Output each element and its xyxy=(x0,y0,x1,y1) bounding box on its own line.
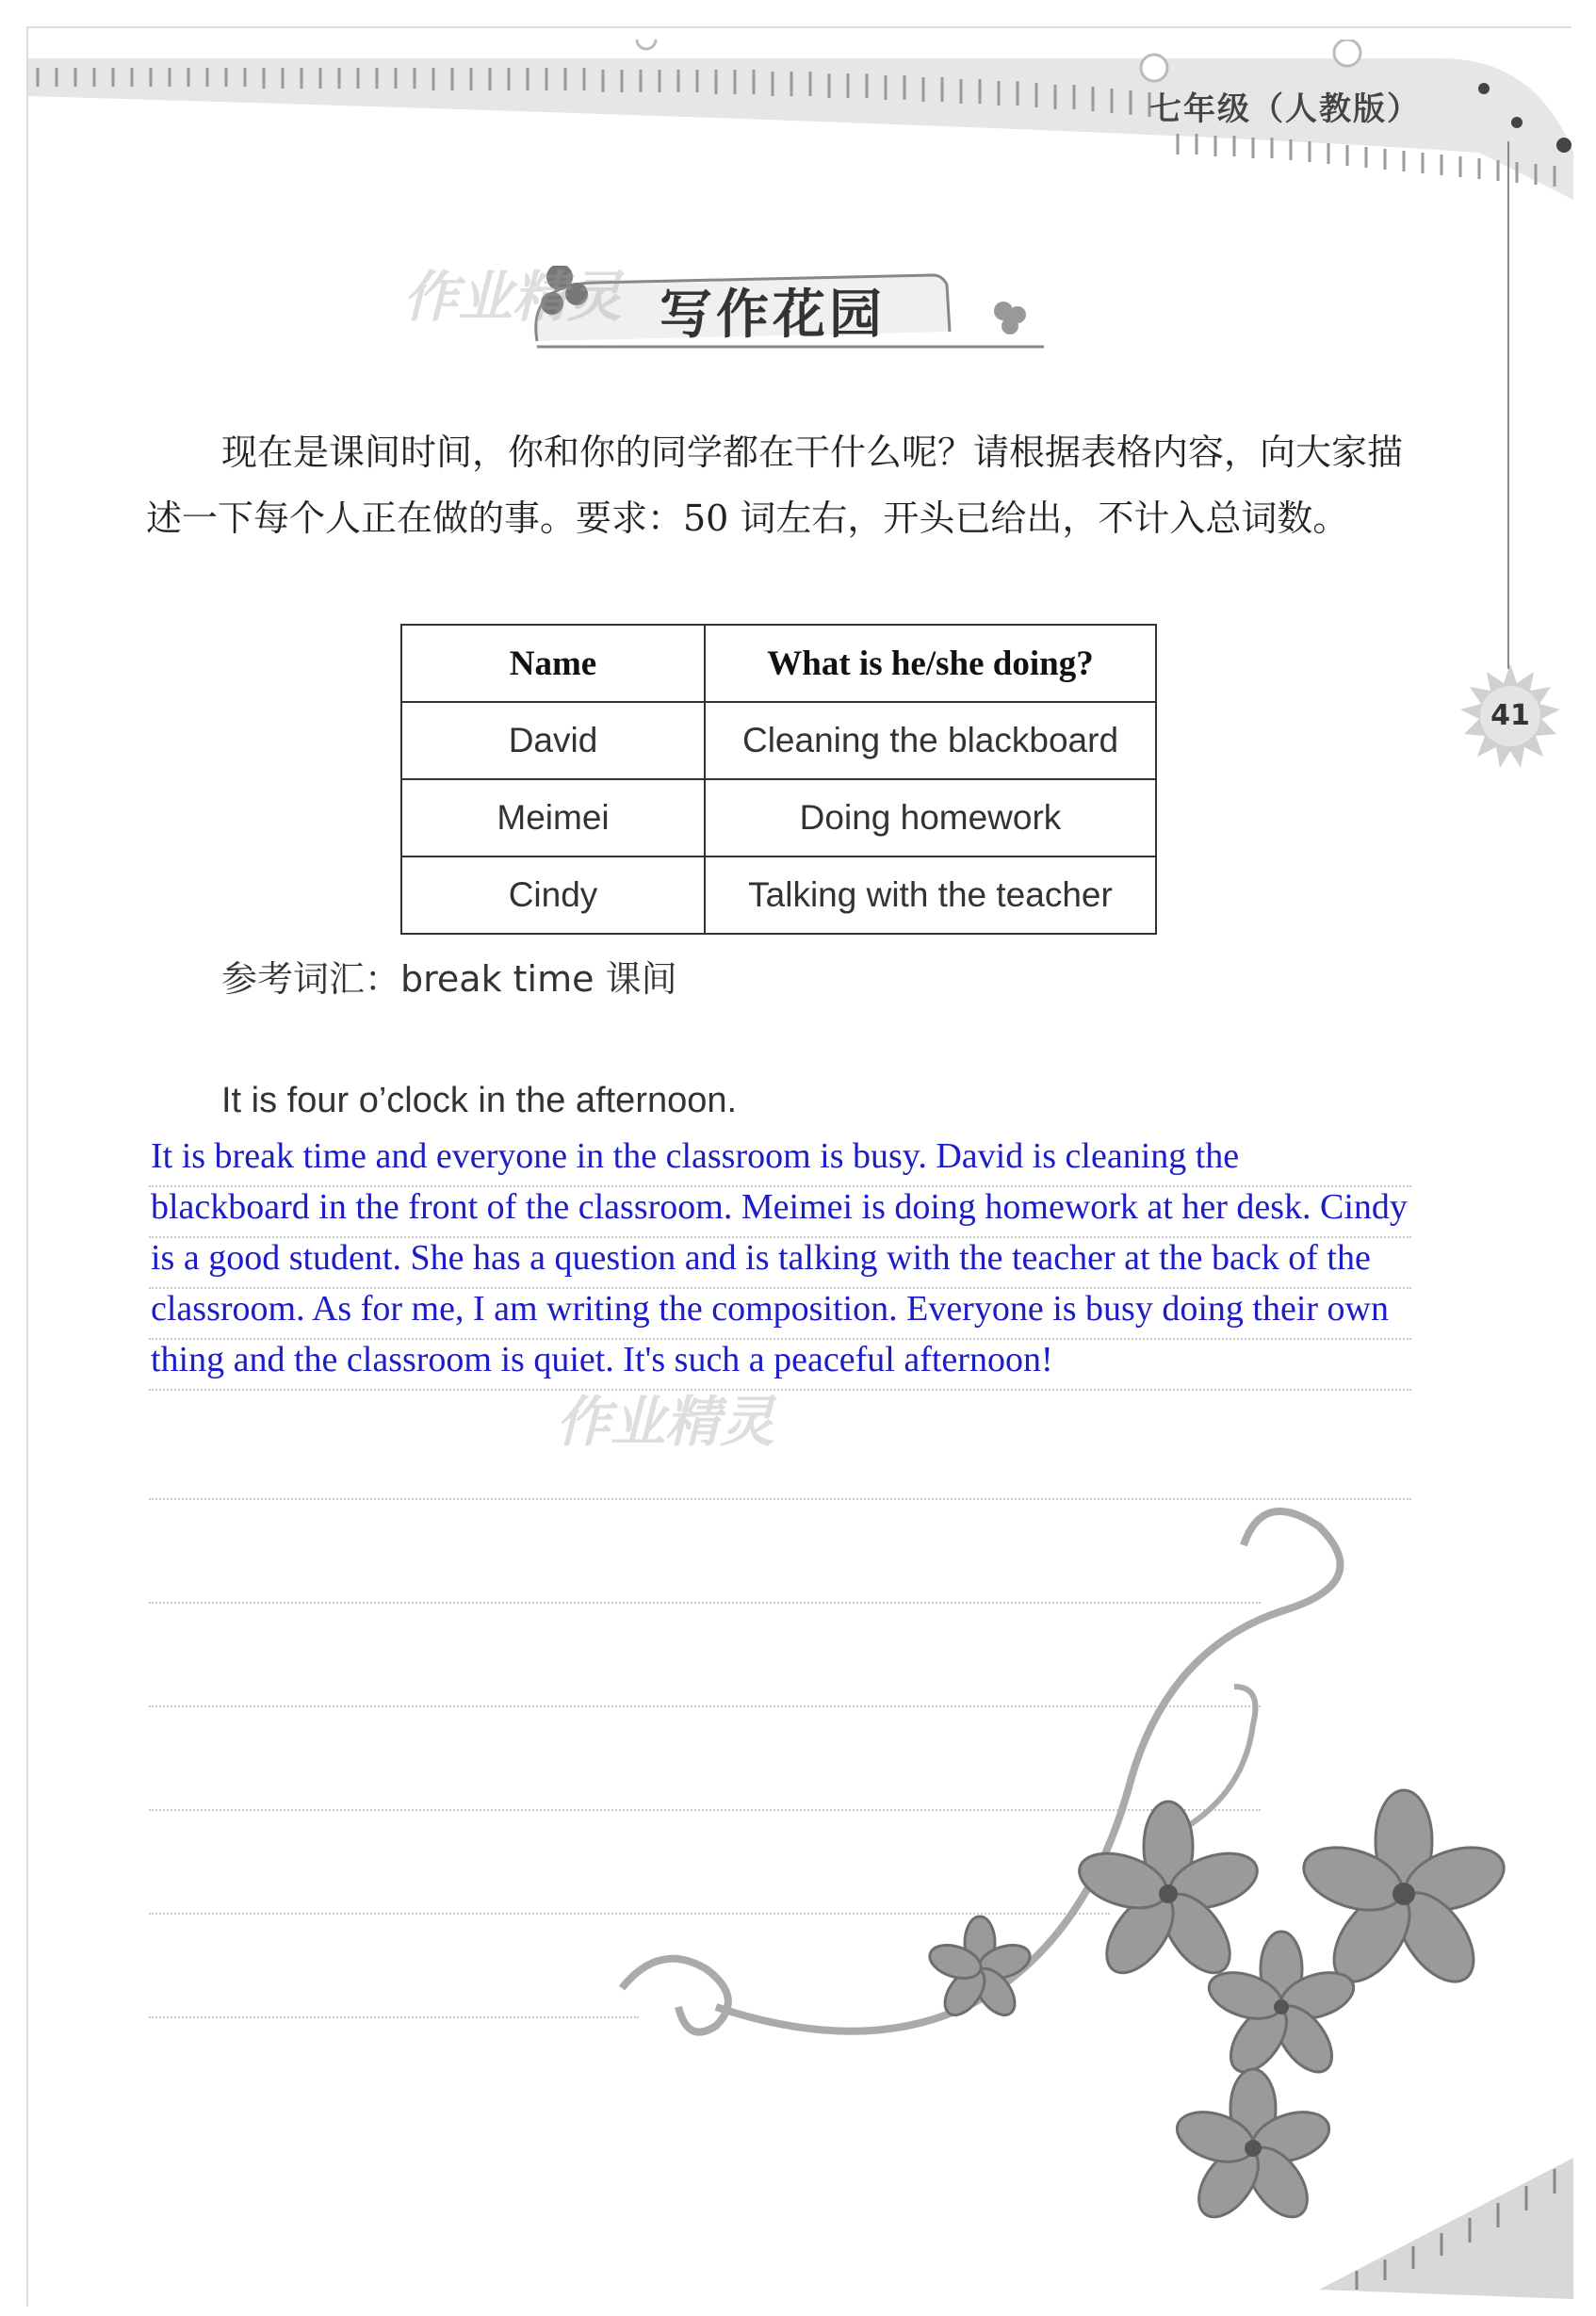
table-row xyxy=(401,702,1156,779)
cell-activity: Talking with the teacher xyxy=(705,856,1156,934)
cell-activity: Cleaning the blackboard xyxy=(705,702,1156,779)
writing-line xyxy=(149,1389,1411,1391)
writing-prompt: 现在是课间时间，你和你的同学都在干什么呢？请根据表格内容，向大家描述一下每个人正在做的事。要求：50 词左右，开头已给出，不计入总词数。 xyxy=(146,432,1404,539)
section-title: 写作花园 xyxy=(660,285,886,346)
column-header-activity: What is he/she doing? xyxy=(705,625,1156,702)
cell-name: Cindy xyxy=(401,856,705,934)
cell-activity: Doing homework xyxy=(705,779,1156,856)
opening-sentence: It is four o’clock in the afternoon. xyxy=(221,1081,738,1120)
table-row xyxy=(401,779,1156,856)
activity-table xyxy=(400,624,1157,935)
grade-tag: 七年级（人教版） xyxy=(1149,90,1421,128)
floral-decoration xyxy=(603,1498,1573,2299)
page-divider-line xyxy=(1507,141,1509,669)
table-row xyxy=(401,856,1156,934)
watermark: 作业精灵 xyxy=(556,1390,775,1454)
cell-name: David xyxy=(401,702,705,779)
page-number: 41 xyxy=(1490,699,1530,732)
answer-line: thing and the classroom is quiet. It's such a peaceful afternoon! xyxy=(151,1340,1053,1379)
watermark: 作业精灵 xyxy=(403,265,623,329)
cell-name: Meimei xyxy=(401,779,705,856)
answer-line: is a good student. She has a question and is talking with the teacher at the back of the xyxy=(151,1238,1371,1278)
reference-vocabulary: 参考词汇：break time 课间 xyxy=(221,958,677,1000)
answer-line: classroom. As for me, I am writing the composition. Everyone is busy doing their own xyxy=(151,1289,1389,1329)
table-header-row xyxy=(401,625,1156,702)
column-header-name: Name xyxy=(401,625,705,702)
answer-line: blackboard in the front of the classroom. Meimei is doing homework at her desk. Cindy xyxy=(151,1187,1408,1227)
answer-line: It is break time and everyone in the classroom is busy. David is cleaning the xyxy=(151,1136,1240,1176)
writing-line xyxy=(149,2016,639,2018)
